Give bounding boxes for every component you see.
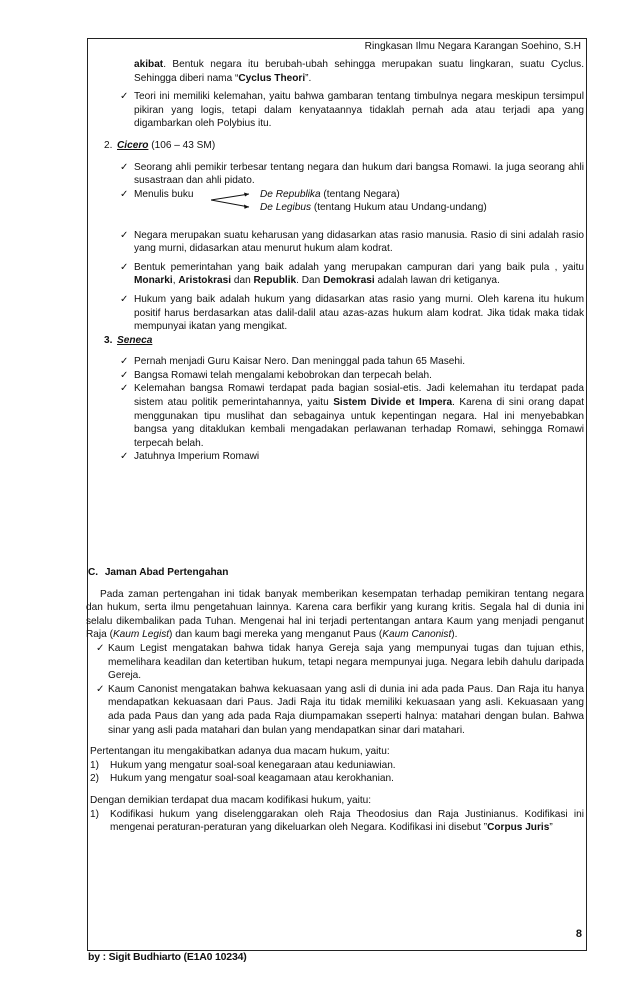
- document-body: [88, 58, 584, 835]
- checkmark-icon: ✓: [120, 188, 129, 200]
- branch-arrow-icon: [211, 189, 253, 213]
- running-header: Ringkasan Ilmu Negara Karangan Soehino, S.H: [364, 41, 581, 52]
- checkmark-icon: ✓: [120, 356, 129, 368]
- checkmark-icon: ✓: [120, 229, 129, 241]
- checkmark-icon: ✓: [120, 91, 129, 103]
- seneca-heading: 3. Seneca: [104, 334, 153, 346]
- codification-item-1: 1) Kodifikasi hukum yang diselenggarakan oleh Raja Theodosius dan Raja Justinianus. Kodifikasi ini mengenai peraturan-peraturan yang dikeluarkan oleh Negara. Kodifikasi ini disebut ”Corpus Juris”: [90, 808, 584, 834]
- page-number: 8: [575, 928, 582, 940]
- law-intro: Pertentangan itu mengakibatkan adanya dua macam hukum, yaitu:: [90, 746, 390, 758]
- cicero-item-books: ✓ Menulis buku De Republika (tentang Negara) De Legibus (tentang Hukum atau Undang-undang): [120, 188, 487, 214]
- book-de-republika: De Republika (tentang Negara): [260, 188, 400, 200]
- polybius-weakness-item: ✓ Teori ini memiliki kelemahan, yaitu bahwa gambaran tentang timbulnya negara meskipun tersimpul pikiran yang logis, tetapi dalam kenyataannya tidaklah pernah ada atau terjadi apa yang digambarkan oleh Polybius itu.: [120, 91, 584, 130]
- checkmark-icon: ✓: [120, 293, 129, 305]
- codification-intro: Dengan demikian terdapat dua macam kodifikasi hukum, yaitu:: [90, 794, 372, 806]
- cyclus-paragraph: akibat. Bentuk negara itu berubah-ubah sehingga merupakan suatu lingkaran, suatu Cyclus. Sehingga diberi nama “Cyclus Theori”.: [134, 59, 584, 84]
- checkmark-icon: ✓: [96, 643, 105, 654]
- checkmark-icon: ✓: [120, 369, 129, 381]
- cicero-item-1: ✓ Seorang ahli pemikir terbesar tentang negara dan hukum dari bangsa Romawi. Ia juga seorang ahli susastraan dan ahli pidato.: [120, 161, 584, 187]
- footer-author: by : Sigit Budhiarto (E1A0 10234): [88, 951, 247, 963]
- checkmark-icon: ✓: [120, 383, 129, 395]
- seneca-item-1: ✓ Pernah menjadi Guru Kaisar Nero. Dan meninggal pada tahun 65 Masehi.: [120, 356, 466, 368]
- cicero-item-5: ✓ Hukum yang baik adalah hukum yang didasarkan atas rasio yang murni. Oleh karena itu hukum positif harus berdasarkan atas dalil-dalil atau azas-azas hukum alam kodrat. Jika tidak maka tidak mempunyai ikatan yang mengikat.: [120, 293, 584, 333]
- seneca-item-4: ✓ Jatuhnya Imperium Romawi: [120, 451, 260, 463]
- section-c-body: [88, 588, 584, 835]
- canonist-item: ✓ Kaum Canonist mengatakan bahwa kekuasaan yang asli di dunia ini ada pada Paus. Dan Raja itu hanya mendapatkan kekuasaan dari Paus. Jadi Raja itu tidak memiliki kekuasaan yang asli. Kekuasaan yang ada pada Paus dan yang ada pada Raja diumpamakan sseperti halnya: matahari dengan bulan. Bahwa sinar yang asli pada matahari dan bulan yang mendapatkan sinar dari matahari.: [96, 683, 584, 736]
- cicero-heading: 2. Cicero (106 – 43 SM): [104, 139, 216, 151]
- seneca-item-2: ✓ Bangsa Romawi telah mengalami kebobrokan dan terpecah belah.: [120, 369, 432, 381]
- section-c-intro: Pada zaman pertengahan ini tidak banyak memberikan kesempatan terhadap pemikiran tentang negara dan hukum, serta ilmu pengetahuan lainnya. Karena cara berfikir yang kurang kritis. Segala hal di dunia ini selalu dikembalikan pada Tuhan. Mengenai hal ini terjadi pertentangan antara Kaum yang menjadi penganut Raja (Kaum Legist) dan kaum bagi mereka yang menganut Paus (Kaum Canonist).: [86, 588, 584, 641]
- cicero-item-3: ✓ Negara merupakan suatu keharusan yang didasarkan atas rasio manusia. Rasio di sini adalah rasio yang murni, didasarkan atau menurut hukum alam kodrat.: [120, 229, 584, 255]
- law-item-1: 1) Hukum yang mengatur soal-soal kenegaraan atau keduniawian.: [90, 759, 396, 771]
- checkmark-icon: ✓: [120, 451, 129, 463]
- legist-item: ✓ Kaum Legist mengatakan bahwa tidak hanya Gereja saja yang mempunyai tugas dan tujuan ethis, memelihara keadilan dan ketertiban hukum, tetapi negara mempunyai juga. Negara lebih dahulu daripada Gereja.: [96, 643, 584, 682]
- checkmark-icon: ✓: [120, 161, 129, 173]
- section-c-title: C. Jaman Abad Pertengahan: [88, 567, 229, 579]
- checkmark-icon: ✓: [96, 683, 105, 695]
- checkmark-icon: ✓: [120, 261, 129, 273]
- seneca-item-3: ✓ Kelemahan bangsa Romawi terdapat pada bagian sosial-etis. Jadi kelemahan itu terdapat pada sistem atau politik pemerintahannya, yaitu Sistem Divide et Impera. Karena di sini orang dapat menggunakan tipu muslihat dan sebagainya untuk kepentingan negara. Hal ini menyebabkan bangsa yang ditaklukan kembali mengadakan perlawanan terhadap Romawi, sehingga Romawi terpecah belah.: [120, 383, 584, 449]
- book-de-legibus: De Legibus (tentang Hukum atau Undang-undang): [260, 202, 487, 214]
- law-item-2: 2) Hukum yang mengatur soal-soal keagamaan atau kerokhanian.: [90, 773, 394, 785]
- cicero-item-4: ✓ Bentuk pemerintahan yang baik adalah yang merupakan campuran dari yang baik pula , yaitu Monarki, Aristokrasi dan Republik. Dan Demokrasi adalah lawan dri ketiganya.: [120, 261, 584, 287]
